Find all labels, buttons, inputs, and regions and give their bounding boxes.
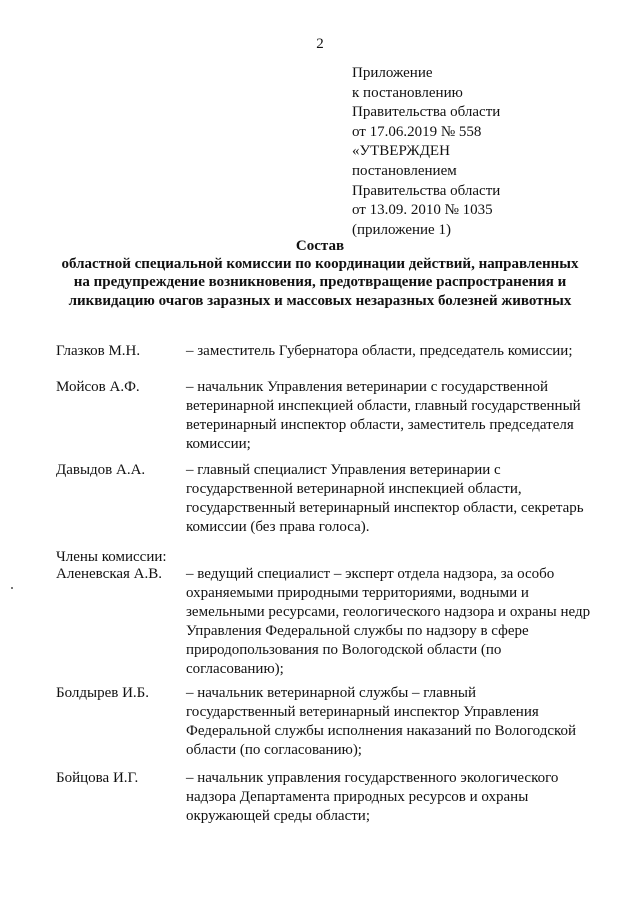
appendix-line: Приложение	[352, 65, 433, 81]
member-role-line: – главный специалист Управления ветеринарии с	[186, 462, 501, 478]
member-role-line: – начальник управления государственного экологического	[186, 770, 559, 786]
member-role-line: государственный ветеринарный инспектор Управления	[186, 704, 539, 720]
member-role-line: – начальник Управления ветеринарии с государственной	[186, 379, 548, 395]
member-role-line: комиссии;	[186, 436, 251, 452]
member-role-line: – начальник ветеринарной службы – главный	[186, 685, 477, 701]
appendix-line: Правительства области	[352, 182, 501, 199]
member-name: Аленевская А.В.	[56, 566, 163, 582]
member-role-line: – ведущий специалист – эксперт отдела надзора, за особо	[186, 566, 555, 582]
appendix-line: от 17.06.2019 № 558	[352, 123, 482, 140]
appendix-line: от 13.09. 2010 № 1035	[352, 202, 493, 219]
appendix-line: к постановлению	[352, 84, 463, 101]
title-line: областной специальной комиссии по координации действий, направленных	[61, 256, 579, 273]
member-role-line: ветеринарной инспекцией области, главный государственный	[186, 398, 581, 414]
member-role-line: Управления Федеральной службы по надзору в сфере	[186, 623, 529, 639]
member-role-line: ветеринарный инспектор области, заместитель председателя	[186, 417, 574, 433]
title-heading: Состав	[295, 238, 345, 254]
member-name: Болдырев И.Б.	[56, 685, 150, 701]
member-name: Глазков М.Н.	[56, 343, 141, 359]
appendix-line: (приложение 1)	[352, 221, 451, 238]
member-name: Мойсов А.Ф.	[56, 379, 140, 395]
member-role-line: области (по согласованию);	[186, 742, 362, 758]
member-role-line: – заместитель Губернатора области, председатель комиссии;	[186, 343, 573, 359]
appendix-block	[352, 64, 500, 240]
member-role-line: надзора Департамента природных ресурсов и охраны	[186, 789, 529, 805]
member-name: Бойцова И.Г.	[56, 770, 139, 786]
member-role	[186, 378, 626, 454]
member-role	[186, 342, 626, 361]
title-line: ликвидацию очагов заразных и массовых незаразных болезней животных	[68, 292, 572, 309]
member-role-line: охраняемыми природными территориями, водными и	[186, 585, 529, 601]
appendix-line: постановлением	[352, 162, 457, 179]
member-role-line: земельными ресурсами, геологического надзора и охраны недр	[186, 604, 591, 620]
member-role-line: согласованию);	[186, 661, 284, 677]
title-line: на предупреждение возникновения, предотвращение распространения и	[73, 274, 567, 291]
appendix-line: Правительства области	[352, 104, 501, 121]
member-role	[186, 461, 626, 537]
member-role-line: природопользования по Вологодской области (по	[186, 642, 502, 658]
member-name: Давыдов А.А.	[56, 462, 146, 478]
margin-speck	[11, 587, 13, 589]
page-number: 2	[316, 36, 324, 52]
member-role	[186, 684, 626, 760]
members-section-label: Члены комиссии:	[56, 549, 167, 565]
member-role	[186, 769, 626, 826]
member-role-line: окружающей среды области;	[186, 808, 370, 824]
document-title	[40, 237, 600, 310]
member-role	[186, 565, 626, 679]
member-role-line: государственный ветеринарный инспектор области, секретарь	[186, 500, 584, 516]
appendix-line: «УТВЕРЖДЕН	[352, 143, 450, 160]
member-role-line: Федеральной службы исполнения наказаний по Вологодской	[186, 723, 577, 739]
member-role-line: государственной ветеринарной инспекцией области,	[186, 481, 522, 497]
member-role-line: комиссии (без права голоса).	[186, 519, 370, 535]
